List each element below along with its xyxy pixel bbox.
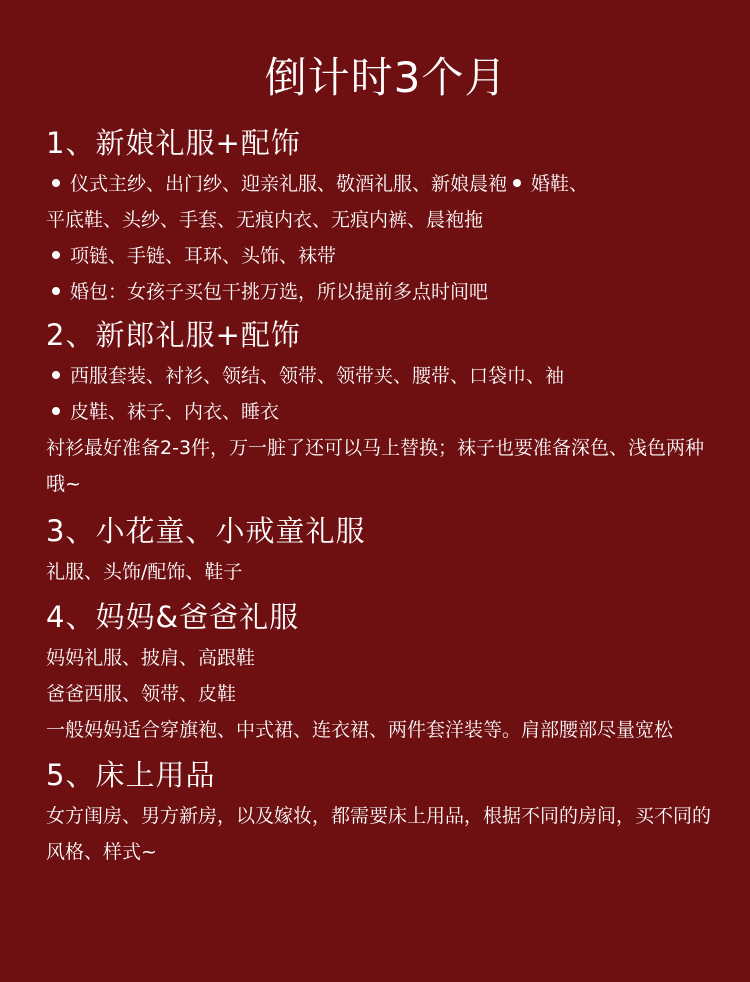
list-item-text: 皮鞋、袜子、内衣、睡衣 <box>70 401 280 423</box>
section-heading: 1、新娘礼服+配饰 <box>46 126 301 160</box>
list-item <box>46 274 726 310</box>
list-item-text: 婚鞋、 <box>531 173 589 195</box>
list-item <box>46 166 726 202</box>
section-heading: 3、小花童、小戒童礼服 <box>46 514 366 548</box>
list-item <box>46 358 726 394</box>
section-bride-attire <box>46 120 726 310</box>
list-item-text: 仪式主纱、出门纱、迎亲礼服、敬酒礼服、新娘晨袍 <box>70 173 508 195</box>
list-item <box>46 238 726 274</box>
bullet-icon <box>52 251 60 259</box>
section-heading: 5、床上用品 <box>46 758 216 792</box>
list-item-text: 项链、手链、耳环、头饰、袜带 <box>70 245 337 267</box>
bullet-icon <box>52 407 60 415</box>
section-heading: 2、新郎礼服+配饰 <box>46 318 301 352</box>
body-text: 礼服、头饰/配饰、鞋子 <box>46 561 243 583</box>
bullet-icon <box>52 287 60 295</box>
section-heading: 4、妈妈&爸爸礼服 <box>46 600 300 634</box>
section-groom-attire <box>46 312 726 502</box>
list-item-text: 婚包：女孩子买包干挑万选，所以提前多点时间吧 <box>70 281 489 303</box>
body-text: 爸爸西服、领带、皮鞋 <box>46 683 237 705</box>
note-text: 衬衫最好准备2-3件，万一脏了还可以马上替换；袜子也要准备深色、浅色两种哦~ <box>46 437 705 495</box>
bullet-icon <box>513 179 521 187</box>
bullet-icon <box>52 371 60 379</box>
section-bedding <box>46 752 726 870</box>
note-text: 一般妈妈适合穿旗袍、中式裙、连衣裙、两件套洋装等。肩部腰部尽量宽松 <box>46 719 674 741</box>
list-item-text: 西服套装、衬衫、领结、领带、领带夹、腰带、口袋巾、袖 <box>70 365 565 387</box>
section-parents-attire <box>46 594 726 748</box>
body-text: 妈妈礼服、披肩、高跟鞋 <box>46 647 256 669</box>
bullet-icon <box>52 179 60 187</box>
list-item-continuation: 平底鞋、头纱、手套、无痕内衣、无痕内裤、晨袍拖 <box>46 209 484 231</box>
list-item <box>46 394 726 430</box>
page-title: 倒计时3个月 <box>264 53 508 102</box>
note-text: 女方闺房、男方新房，以及嫁妆，都需要床上用品，根据不同的房间，买不同的风格、样式~ <box>46 805 712 863</box>
section-flower-ring-children <box>46 508 726 590</box>
